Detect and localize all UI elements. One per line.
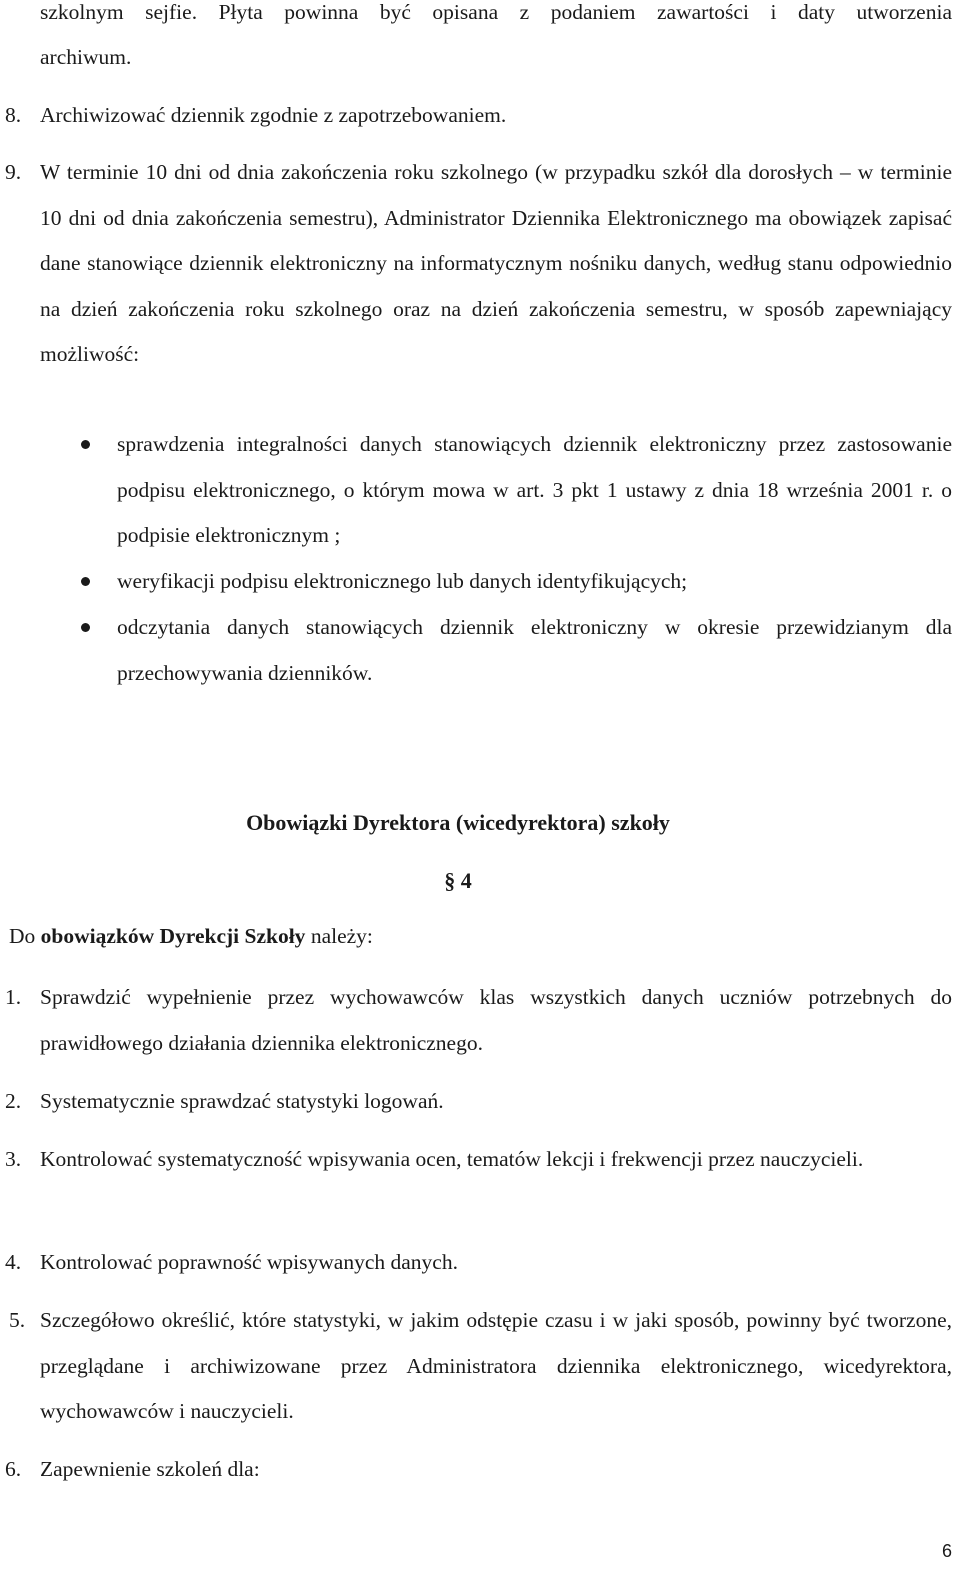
- section-intro: [9, 924, 373, 949]
- list-item-number: 3.: [5, 1147, 22, 1171]
- intro-prefix: Do: [9, 924, 41, 948]
- page-number: 6: [941, 1541, 952, 1561]
- bullet-item: odczytania danych stanowiących dziennik elektroniczny w okresie przewidzianym dla przechowywania dzienników.: [117, 615, 952, 685]
- list-item-number: 5.: [9, 1308, 26, 1332]
- bullet-item: weryfikacji podpisu elektronicznego lub danych identyfikujących;: [117, 569, 688, 593]
- carry-over-line: szkolnym sejfie. Płyta powinna być opisana z podaniem zawartości i daty utworzenia: [40, 0, 952, 24]
- carry-over-line: archiwum.: [40, 45, 132, 69]
- intro-bold: obowiązków Dyrekcji Szkoły: [40, 924, 306, 948]
- list-item: Zapewnienie szkoleń dla:: [40, 1457, 260, 1481]
- list-item: Archiwizować dziennik zgodnie z zapotrzebowaniem.: [40, 103, 507, 127]
- list-item-number: 4.: [5, 1250, 22, 1274]
- list-item-number: 2.: [5, 1089, 22, 1113]
- list-item: Szczegółowo określić, które statystyki, w jakim odstępie czasu i w jaki sposób, powinny być tworzone, przeglądane i archiwizowane przez Administratora dziennika elektronicznego, wicedyrektora, wychowawców i nauczycieli.: [40, 1308, 952, 1423]
- intro-suffix: należy:: [305, 924, 373, 948]
- list-item-number: 6.: [5, 1457, 22, 1481]
- section-heading: Obowiązki Dyrektora (wicedyrektora) szkoły: [246, 810, 670, 835]
- bullet-item: sprawdzenia integralności danych stanowiących dziennik elektroniczny przez zastosowanie podpisu elektronicznego, o którym mowa w art. 3 pkt 1 ustawy z dnia 18 września 2001 r. o podpisie elektronicznym ;: [117, 432, 952, 547]
- bullet-marker: [81, 623, 90, 632]
- list-item: Systematycznie sprawdzać statystyki logowań.: [40, 1089, 444, 1113]
- list-item: W terminie 10 dni od dnia zakończenia roku szkolnego (w przypadku szkół dla dorosłych – w terminie 10 dni od dnia zakończenia semestru), Administrator Dziennika Elektronicznego ma obowiązek zapisać dane stanowiące dziennik elektroniczny na informatycznym nośniku danych, według stanu odpowiednio na dzień zakończenia roku szkolnego oraz na dzień zakończenia semestru, w sposób zapewniający możliwość:: [40, 160, 952, 366]
- list-item-number: 1.: [5, 985, 22, 1009]
- list-item: Sprawdzić wypełnienie przez wychowawców klas wszystkich danych uczniów potrzebnych do prawidłowego działania dziennika elektronicznego.: [40, 985, 952, 1055]
- paragraph-mark: § 4: [444, 868, 472, 893]
- list-item: Kontrolować poprawność wpisywanych danych.: [40, 1250, 458, 1274]
- list-item-number: 8.: [5, 103, 22, 127]
- bullet-marker: [81, 440, 90, 449]
- list-item-number: 9.: [5, 160, 22, 184]
- bullet-marker: [81, 577, 90, 586]
- list-item: Kontrolować systematyczność wpisywania ocen, tematów lekcji i frekwencji przez nauczycieli.: [40, 1147, 864, 1171]
